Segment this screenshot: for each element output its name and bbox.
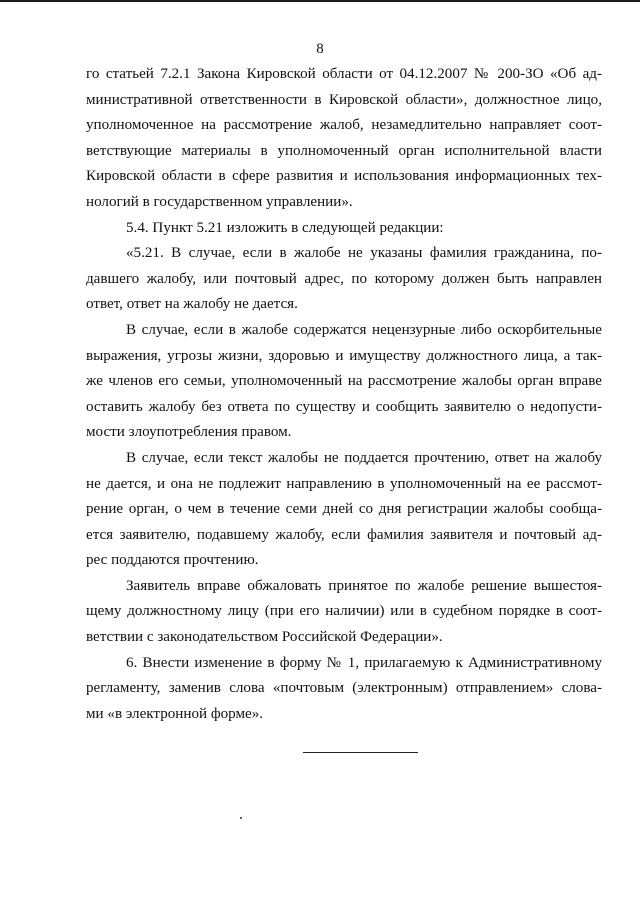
text-line: «5.21. В случае, если в жалобе не указаны фамилия гражданина, по-: [126, 245, 602, 262]
scan-dot-mark: [240, 817, 242, 819]
paragraph-continuation: [86, 62, 602, 216]
paragraph-item-6: [86, 651, 602, 728]
document-body: [86, 62, 602, 727]
text-line: регламенту, заменив слова «почтовым (электронным) отправлением» слова-: [86, 680, 602, 697]
text-line: оставить жалобу без ответа по существу и сообщить заявителю о недопусти-: [86, 398, 602, 415]
text-line: уполномоченное на рассмотрение жалоб, незамедлительно направляет соот-: [86, 117, 602, 134]
text-line: Заявитель вправе обжаловать принятое по жалобе решение вышестоя-: [126, 577, 602, 594]
text-line: ми «в электронной форме».: [86, 705, 264, 722]
paragraph-appeal-right: [86, 574, 602, 651]
top-border-rule: [0, 0, 640, 2]
text-line: не дается, и она не подлежит направлению в уполномоченный на ее рассмот-: [86, 475, 602, 492]
text-line: 6. Внести изменение в форму № 1, прилагаемую к Административному: [126, 654, 602, 671]
closing-separator-line: [303, 752, 418, 753]
text-line: рес поддаются прочтению.: [86, 552, 259, 569]
paragraph-offensive-content: [86, 318, 602, 446]
text-line: давшего жалобу, или почтовый адрес, по которому должен быть направлен: [86, 270, 602, 287]
text-line: го статьей 7.2.1 Закона Кировской области от 04.12.2007 № 200-ЗО «Об ад-: [86, 66, 602, 82]
text-line: же членов его семьи, уполномоченный на рассмотрение жалобы орган вправе: [86, 373, 602, 390]
page-number: 8: [316, 41, 324, 57]
text-line: щему должностному лицу (при его наличии) или в судебном порядке в соот-: [86, 603, 602, 620]
text-line: рение орган, о чем в течение семи дней со дня регистрации жалобы сообща-: [86, 501, 602, 518]
text-line: выражения, угрозы жизни, здоровью и имуществу должностного лица, а так-: [86, 347, 602, 364]
text-line: ответ, ответ на жалобу не дается.: [86, 296, 298, 313]
text-line: ется заявителю, подавшему жалобу, если фамилия заявителя и почтовый ад-: [86, 526, 602, 543]
text-line: 5.4. Пункт 5.21 изложить в следующей редакции:: [126, 219, 444, 236]
text-line: нологий в государственном управлении».: [86, 193, 353, 210]
paragraph-item-5-21: [86, 241, 602, 318]
paragraph-item-5-4: [86, 216, 602, 242]
text-line: ветствующие материалы в уполномоченный орган исполнительной власти: [86, 142, 602, 159]
text-line: министративной ответственности в Кировской области», должностное лицо,: [86, 91, 602, 108]
text-line: ветствии с законодательством Российской Федерации».: [86, 629, 443, 646]
paragraph-unreadable-text: [86, 446, 602, 574]
text-line: В случае, если в жалобе содержатся нецензурные либо оскорбительные: [126, 321, 602, 338]
text-line: В случае, если текст жалобы не поддается прочтению, ответ на жалобу: [126, 449, 602, 466]
text-line: Кировской области в сфере развития и использования информационных тех-: [86, 168, 602, 185]
text-line: мости злоупотребления правом.: [86, 424, 292, 441]
